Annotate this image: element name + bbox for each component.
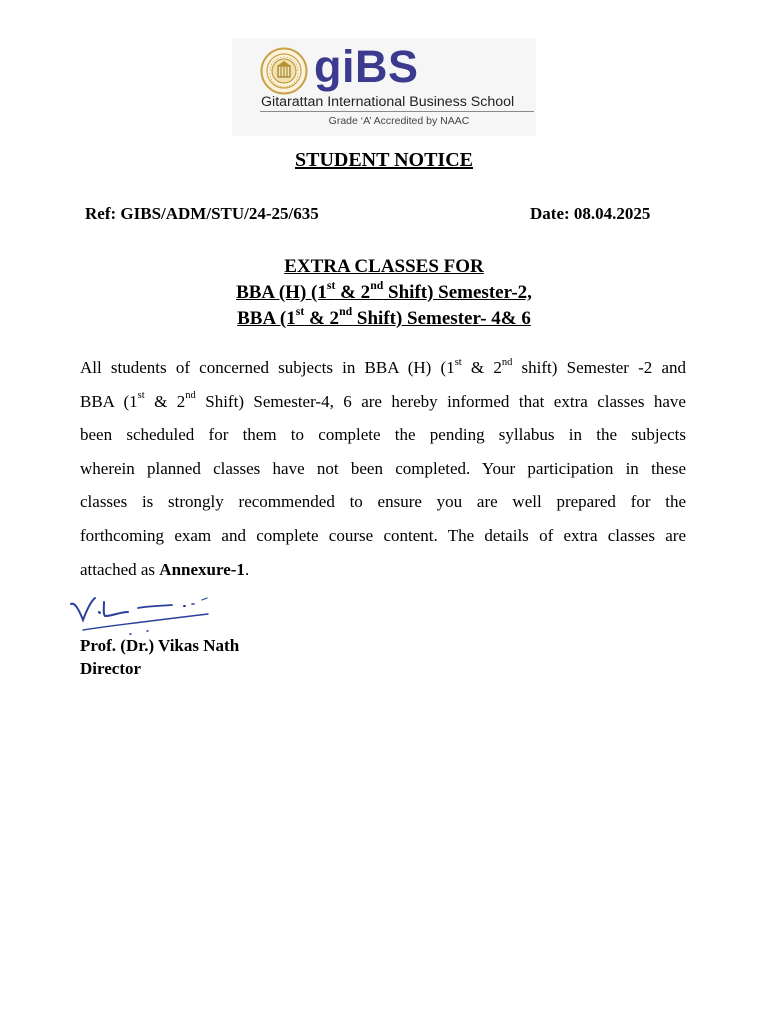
body-line: classes is strongly recommended to ensure you are well prepared for the <box>80 492 686 512</box>
logo-wordmark: giBS <box>314 41 419 92</box>
body-line: attached as Annexure-1. <box>80 559 250 579</box>
notice-title: STUDENT NOTICE <box>294 149 474 171</box>
body-line: All students of concerned subjects in BBA (H) (1st & 2nd shift) Semester -2 and <box>80 356 687 377</box>
handwritten-signature <box>68 590 213 638</box>
body-line: forthcoming exam and complete course content. The details of extra classes are <box>80 525 686 545</box>
subject-line-1: EXTRA CLASSES FOR <box>284 256 484 277</box>
body-line: been scheduled for them to complete the pending syllabus in the subjects <box>80 425 686 445</box>
subject-heading <box>0 254 768 332</box>
school-logo <box>232 38 536 136</box>
notice-date: Date: 08.04.2025 <box>530 204 651 223</box>
accreditation-text: Grade ‘A’ Accredited by NAAC <box>328 115 470 127</box>
subject-line-2: BBA (H) (1st & 2nd Shift) Semester-2, <box>236 278 532 303</box>
signatory-title: Director <box>80 659 142 678</box>
logo-divider <box>260 111 534 112</box>
body-line: wherein planned classes have not been completed. Your participation in these <box>80 458 686 478</box>
body-line: BBA (1st & 2nd Shift) Semester-4, 6 are hereby informed that extra classes have <box>80 390 686 411</box>
school-seal-icon <box>260 47 308 95</box>
subject-line-3: BBA (1st & 2nd Shift) Semester- 4& 6 <box>237 304 531 329</box>
annexure-reference: Annexure-1 <box>159 559 245 579</box>
reference-number: Ref: GIBS/ADM/STU/24-25/635 <box>85 204 319 223</box>
signatory-name: Prof. (Dr.) Vikas Nath <box>80 636 240 655</box>
notice-body <box>80 351 686 586</box>
school-name: Gitarattan International Business School <box>261 94 515 110</box>
